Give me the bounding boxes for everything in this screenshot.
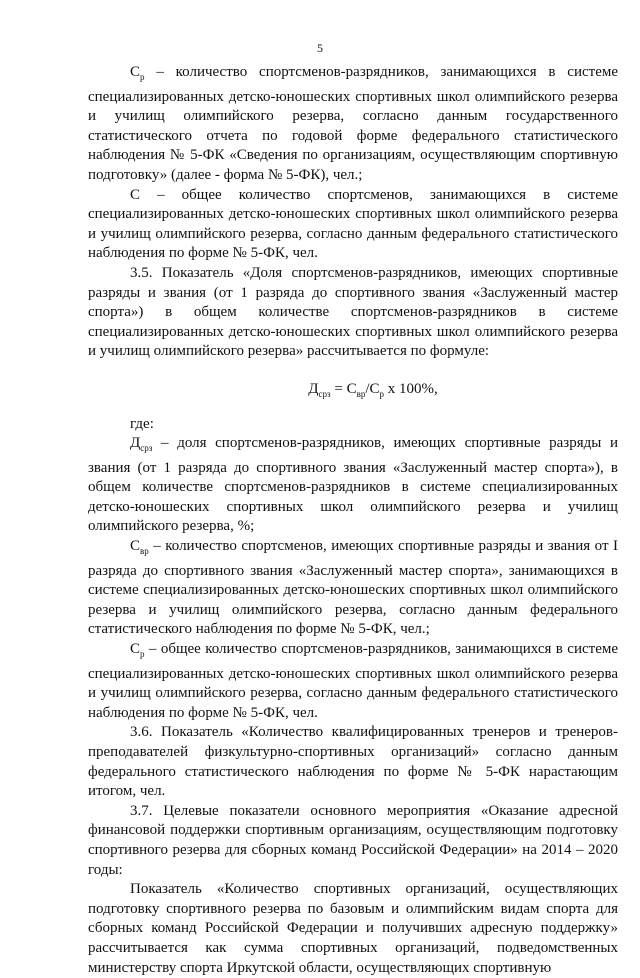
paragraph-cp-definition: $С_р$ – количество спортсменов-разрядников, занимающихся в системе специализированных детско-юношеских спортивных школ олимпийского резерва и училищ олимпийского резерва, согласно данным государственного статистического отчета по годовой форме федерального статистического наблюдения № 5-ФК «Сведения по организациям, осуществляющим спортивную подготовку» (далее - форма № 5-ФК), чел.; xyxy=(88,64,618,183)
paragraph-indicator: Показатель «Количество спортивных организаций, осуществляющих подготовку спортивного резерва по базовым и олимпийским видам спорта для сборных команд Российской Федерации и получивших адресную поддержку» рассчитывается как сумма спортивных организаций, подведомственных министерству спорта Иркутской области, осуществляющих спортивную xyxy=(88,881,618,976)
document-body xyxy=(88,63,618,978)
paragraph-dsrz-definition: $Д_{срз}$ – доля спортсменов-разрядников, имеющих спортивные разряды и звания (от 1 разряда до спортивного звания «Заслуженный мастер спорта»), в общем количестве спортсменов-разрядников в системе специализированных детско-юношеских спортивных школ олимпийского резерва и училищ олимпийского резерва, %; xyxy=(88,435,618,535)
where-label: где: xyxy=(130,415,154,432)
page-number: 5 xyxy=(317,41,323,55)
paragraph-3-7: 3.7. Целевые показатели основного мероприятия «Оказание адресной финансовой поддержки спортивным организациям, осуществляющим подготовку спортивного резерва для сборных команд Российской Федерации» на 2014 – 2020 годы: xyxy=(88,802,618,878)
paragraph-cp-total-definition: $С_р$ – общее количество спортсменов-разрядников, занимающихся в системе специализированных детско-юношеских спортивных школ олимпийского резерва и училищ олимпийского резерва, согласно данным федерального статистического наблюдения по форме № 5-ФК, чел. xyxy=(88,641,618,721)
paragraph-3-5: 3.5. Показатель «Доля спортсменов-разрядников, имеющих спортивные разряды и звания (от 1 разряда до спортивного звания «Заслуженный мастер спорта») в общем количестве спортсменов-разрядников в системе специализированных детско-юношеских спортивных школ олимпийского резерва и училищ олимпийского резерва» рассчитывается по формуле: xyxy=(88,264,618,360)
formula: $Д_{срз} = С_{вр}/С_р$ х 100%, xyxy=(308,380,438,399)
paragraph-3-6: 3.6. Показатель «Количество квалифицированных тренеров и тренеров-преподавателей физкультурно-спортивных организаций» согласно данным федерального статистического наблюдения по форме № 5-ФК нарастающим итогом, чел. xyxy=(88,724,618,800)
paragraph-c-definition: С – общее количество спортсменов, занимающихся в системе специализированных детско-юношеских спортивных школ олимпийского резерва и училищ олимпийского резерва, согласно данным федерального статистического наблюдения по форме № 5-ФК, чел. xyxy=(88,186,618,262)
paragraph-cvr-definition: $С_{вр}$ – количество спортсменов, имеющих спортивные разряды и звания от I разряда до спортивного звания «Заслуженный мастер спорта», занимающихся в системе специализированных детско-юношеских спортивных школ олимпийского резерва и училищ олимпийского резерва, согласно данным федерального статистического наблюдения по форме № 5-ФК, чел.; xyxy=(88,538,618,638)
